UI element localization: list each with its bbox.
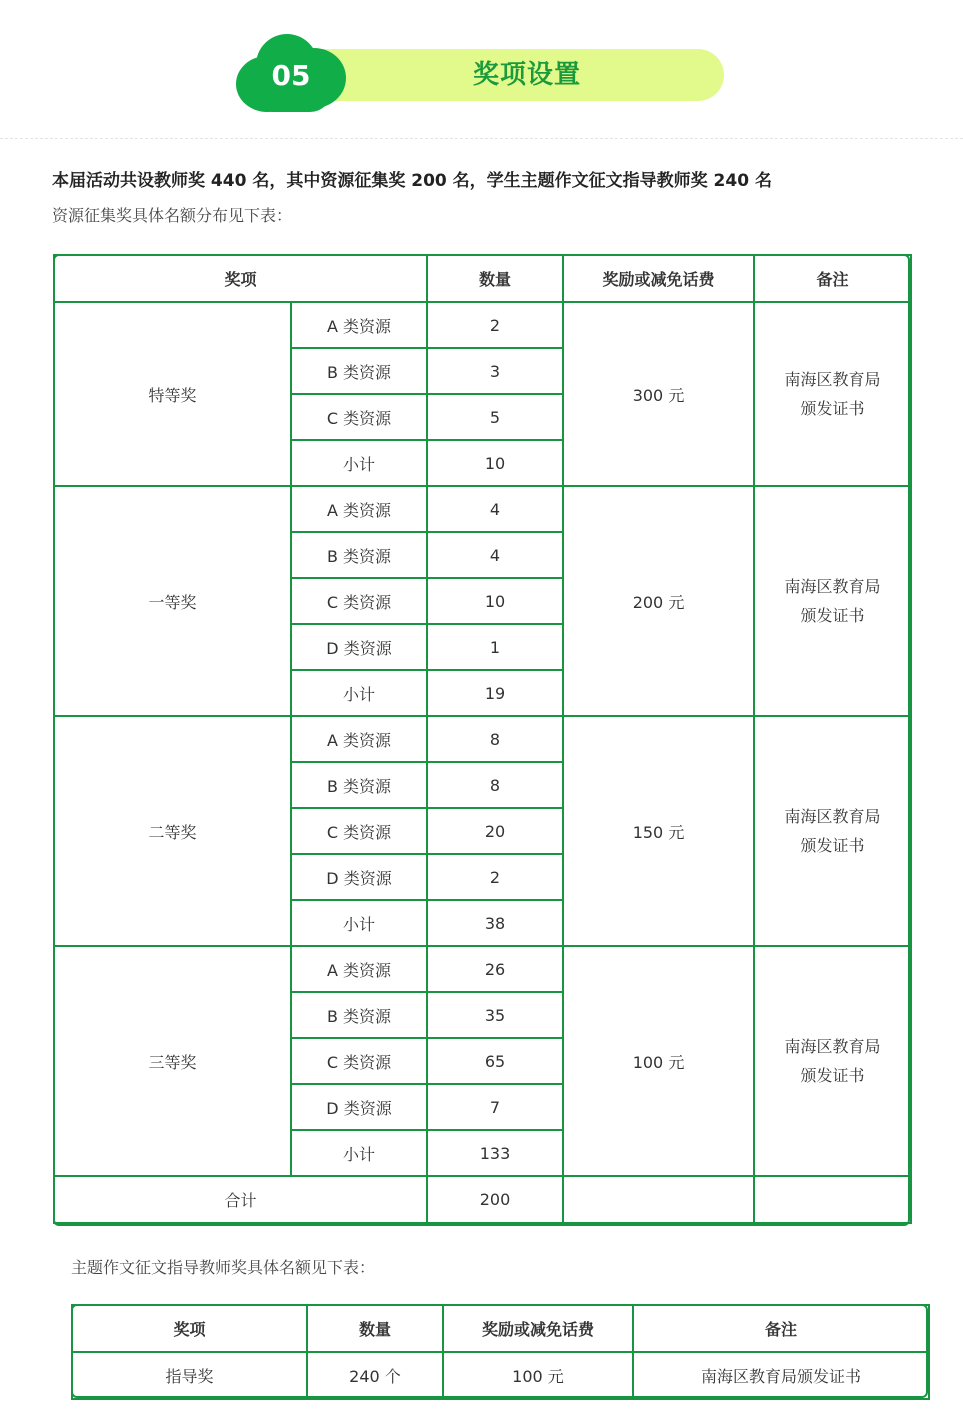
- resource-category: C 类资源: [291, 578, 427, 624]
- remark-line-2: 颁发证书: [800, 399, 865, 418]
- award-count: 65: [427, 1038, 563, 1084]
- award-reward: 300 元: [563, 302, 754, 486]
- award-count: 7: [427, 1084, 563, 1130]
- section-header: [0, 0, 963, 140]
- resource-category: B 类资源: [291, 348, 427, 394]
- award-level: 一等奖: [54, 486, 291, 716]
- award-count: 35: [427, 992, 563, 1038]
- remark-line-2: 颁发证书: [800, 836, 865, 855]
- header-remark: 备注: [754, 255, 911, 302]
- award-count: 3: [427, 348, 563, 394]
- header-count: 数量: [427, 255, 563, 302]
- resource-category: D 类资源: [291, 854, 427, 900]
- remark-line-2: 颁发证书: [800, 606, 865, 625]
- resource-category: A 类资源: [291, 486, 427, 532]
- resource-category: A 类资源: [291, 946, 427, 992]
- award-count: 1: [427, 624, 563, 670]
- subtotal-label: 小计: [291, 440, 427, 486]
- award-count: 2: [427, 302, 563, 348]
- header-reward: 奖励或减免话费: [443, 1305, 633, 1352]
- resource-category: B 类资源: [291, 532, 427, 578]
- resource-table-caption: 资源征集奖具体名额分布见下表：: [52, 206, 293, 225]
- award-count: 2: [427, 854, 563, 900]
- award-level: 二等奖: [54, 716, 291, 946]
- award-count: 4: [427, 532, 563, 578]
- remark-line-1: 南海区教育局: [784, 807, 881, 826]
- award-count: 20: [427, 808, 563, 854]
- subtotal-count: 38: [427, 900, 563, 946]
- remark-line-1: 南海区教育局: [784, 577, 881, 596]
- total-label: 合计: [54, 1176, 427, 1223]
- remark-line-2: 颁发证书: [800, 1066, 865, 1085]
- guidance-table-frame: [71, 1304, 928, 1398]
- header-count: 数量: [307, 1305, 443, 1352]
- guidance-award-count: 240 个: [307, 1352, 443, 1399]
- award-count: 5: [427, 394, 563, 440]
- guidance-award-name: 指导奖: [72, 1352, 307, 1399]
- guidance-table-caption: 主题作文征文指导教师奖具体名额见下表：: [71, 1258, 376, 1277]
- header-award: 奖项: [54, 255, 427, 302]
- resource-table-frame: [53, 254, 910, 1226]
- award-level: 三等奖: [54, 946, 291, 1176]
- subtotal-label: 小计: [291, 670, 427, 716]
- section-number: 05: [271, 59, 311, 92]
- resource-category: B 类资源: [291, 992, 427, 1038]
- subtotal-label: 小计: [291, 1130, 427, 1176]
- summary-text: 本届活动共设教师奖 440 名，其中资源征集奖 200 名，学生主题作文征文指导教师奖 240 名: [52, 171, 772, 191]
- award-reward: 150 元: [563, 716, 754, 946]
- resource-category: B 类资源: [291, 762, 427, 808]
- award-count: 8: [427, 716, 563, 762]
- resource-category: D 类资源: [291, 624, 427, 670]
- resource-category: A 类资源: [291, 716, 427, 762]
- divider: [0, 138, 963, 139]
- resource-category: A 类资源: [291, 302, 427, 348]
- section-title: 奖项设置: [472, 60, 581, 90]
- header-award: 奖项: [72, 1305, 307, 1352]
- subtotal-count: 10: [427, 440, 563, 486]
- resource-category: C 类资源: [291, 1038, 427, 1084]
- award-count: 8: [427, 762, 563, 808]
- resource-category: C 类资源: [291, 394, 427, 440]
- award-count: 10: [427, 578, 563, 624]
- resource-category: D 类资源: [291, 1084, 427, 1130]
- subtotal-label: 小计: [291, 900, 427, 946]
- guidance-award-reward: 100 元: [443, 1352, 633, 1399]
- award-reward: 100 元: [563, 946, 754, 1176]
- header-reward: 奖励或减免话费: [563, 255, 754, 302]
- subtotal-count: 19: [427, 670, 563, 716]
- award-reward: 200 元: [563, 486, 754, 716]
- subtotal-count: 133: [427, 1130, 563, 1176]
- award-count: 26: [427, 946, 563, 992]
- total-count: 200: [427, 1176, 563, 1223]
- remark-line-1: 南海区教育局: [784, 1037, 881, 1056]
- award-count: 4: [427, 486, 563, 532]
- award-level: 特等奖: [54, 302, 291, 486]
- guidance-award-remark: 南海区教育局颁发证书: [633, 1352, 929, 1399]
- remark-line-1: 南海区教育局: [784, 370, 881, 389]
- resource-category: C 类资源: [291, 808, 427, 854]
- header-remark: 备注: [633, 1305, 929, 1352]
